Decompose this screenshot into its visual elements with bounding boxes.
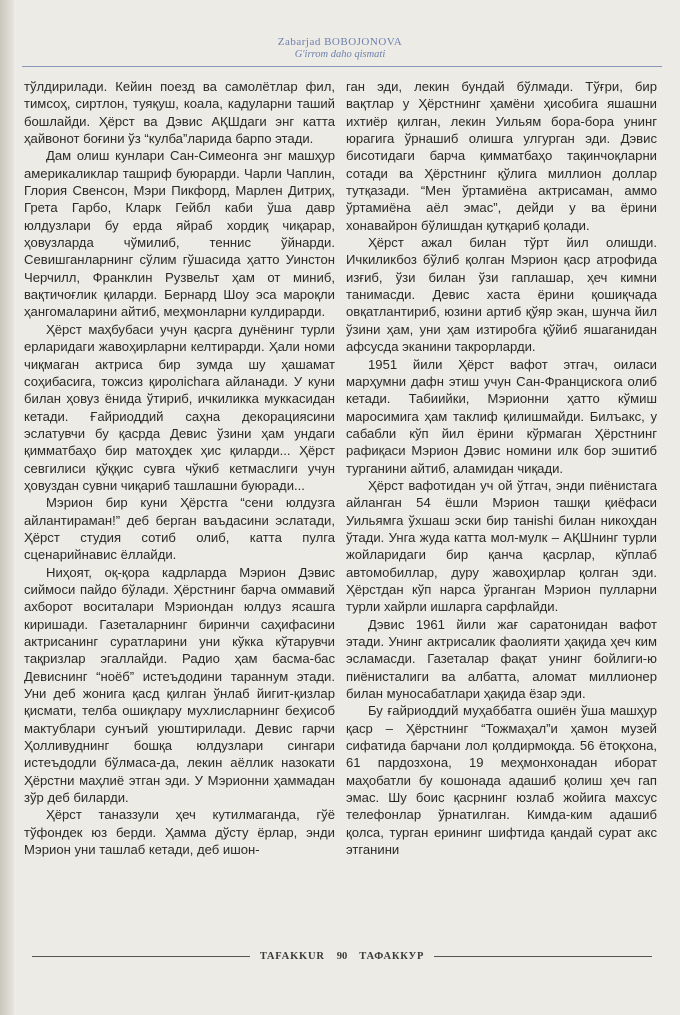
- page-number: 90: [336, 950, 348, 962]
- header-divider: [22, 66, 662, 67]
- page-footer: [22, 946, 662, 966]
- paragraph: тўлдирилади. Кейин поезд ва самолётлар фил, тимсоҳ, сиртлон, туяқуш, коала, кадуларни таший бошлайди. Ҳёрст ва Дэвис АҚШдаги энг катта ҳайвонот боғини ўз “кулба”ларида барпо этади.: [24, 79, 335, 147]
- left-text-column: [24, 78, 335, 858]
- paragraph: Ҳёрст маҳбубаси учун қасрга дунёнинг турли ерларидаги жавоҳирларни келтирарди. Ҳали номи чиқмаган актриса бир зумда шу ҳашамат соҳибасига, тожсиз қиролichaга айланади. У куни билан ҳовуз ёнида ўтириб, ичкиликка муккасидан кетади. Ғайриоддий саҳна декорациясини эслатувчи бу қасрда Девис ўзини ҳам ундаги қимматбаҳо бир матоҳдек ҳис қиларди... Ҳёрст севгилиси қўққис сувга чўкиб кетмаслиги учун ҳовуздан сувни чиқариб ташлашни буюради...: [24, 321, 335, 493]
- paragraph: Мэрион бир куни Ҳёрстга “сени юлдузга айлантираман!” деб берган ваъдасини эслатади, Ҳёрст студия сотиб олиб, катта пулга сценарийнавис ёллайди.: [24, 495, 335, 563]
- paragraph: Ҳёрст вафотидан уч ой ўтгач, энди пиёнистага айланган 54 ёшли Мэрион ташқи қиёфаси Уильямга ўхшаш эски бир танishi билан никоҳдан ўтади. Унга жуда катта мол-мулк – АҚШнинг турли жойларидаги бир қанча қасрлар, кўплаб автомобиллар, дуру жавоҳирлар қолган эди. Ҳёрстдан кўп нарса ўрганган Мэрион пулларни турли хайрли ишларга сарфлайди.: [346, 477, 657, 615]
- footer-label-latin: TAFAKKUR: [259, 950, 325, 962]
- paragraph: Дэвис 1961 йили жағ саратонидан вафот этади. Унинг актрисалик фаолияти ҳақида ҳеч ким эсламасди. Газеталар фақат унинг бойлиги-ю пиёнисталиги ва албатта, аломат миллионер билан муносабатлари ҳақида ёзар эди.: [346, 616, 657, 702]
- paragraph: 1951 йили Ҳёрст вафот этгач, оиласи марҳумни дафн этиш учун Сан-Францискога олиб кетади. Табиийки, Мэрионни ҳатто кўмиш маросимига ҳам таклиф қилишмайди. Билъакс, у сабабли кўп йил ёрини кўрмаган Ҳёрстнинг рафиқаси Мэрион Дэвис номини илк бор эшитиб турганини айтиб, аламидан чиқади.: [346, 356, 657, 476]
- footer-label-cyrillic: ТАФАККУР: [359, 950, 425, 962]
- right-text-column: [346, 78, 657, 858]
- header-author: Zabarjad BOBOJONOVA: [277, 36, 403, 48]
- paragraph: Ниҳоят, оқ-қора кадрларда Мэрион Дэвис сиймоси пайдо бўлади. Ҳёрстнинг барча оммавий ахборот воситалари Мэриондан юлдуз ясашга киришади. Газеталарнинг биринчи саҳифасини актрисанинг суратларини уни кўкка кўтарувчи тақризлар эгаллайди. Радио ҳам басма-бас Девиснинг “ноёб” истеъдодини тараннум этади. Уни деб жонига қасд қилган ўнлаб йигит-қизлар қисмати, телба ошиқлару мухлисларнинг беҳисоб мактублари сунъий уюштирилади. Девис гарчи Ҳолливуднинг бошқа юлдузлари сингари истеъдодли бўлмаса-да, лекин аёллик назокати Ҳёрстни маҳлиё этган эди. У Мэрионни ҳаммадан зўр деб биларди.: [24, 564, 335, 806]
- header-subtitle: G'irrom daho qismati: [294, 49, 386, 60]
- footer-rule-left: [32, 956, 250, 957]
- paragraph: ган эди, лекин бундай бўлмади. Тўғри, бир вақтлар у Ҳёрстнинг ҳамёни ҳисобига яшашни ихтиёр қилган, лекин Уильям бора-бора унинг юрагига ўрнашиб олишга улгурган эди. Дэвис бисотидаги барча қимматбаҳо тақинчоқларни сотади ва Ҳёрстнинг қўлига миллион доллар тутқазади. “Мен ўртамиёна актрисаман, аммо ўртамиёна аёл эмас”, дейди у ва ёрини хонавайрон бўлишдан қутқариб қолади.: [346, 79, 657, 233]
- paragraph: Ҳёрст ажал билан тўрт йил олишди. Ичкиликбоз бўлиб қолган Мэрион қаср атрофида изғиб, ўзи билан ўзи гаплашар, ҳеч кимни танимасди. Девис хаста ёрини қошиқчада овқатлантириб, юзини артиб қўяр экан, шунча йил ўзини ҳам, уни ҳам изтиробга қўйиб яшаганидан афсусда эканини такрорларди.: [346, 235, 657, 355]
- page-edge-shadow: [0, 0, 14, 1015]
- paragraph: Дам олиш кунлари Сан-Симеонга энг машҳур америкаликлар ташриф буюрарди. Чарли Чаплин, Глория Свенсон, Мэри Пикфорд, Марлен Дитриҳ, Грета Гарбо, Кларк Гейбл каби ўша давр юлдузлари бу ерда яйраб хордиқ чиқарар, ҳовузларда чўмилиб, теннис ўйнарди. Севишганларнинг сўлим гўшасида ҳатто Уинстон Черчилл, Франклин Рузвельт ҳам от миниб, вақтичоғлик қиларди. Бернард Шоу эса мароқли ҳангомаларини айтиб, меҳмонларни кулдирарди.: [24, 148, 335, 320]
- paragraph: Бу ғайриоддий муҳаббатга ошиён ўша машҳур қаср – Ҳёрстнинг “Тожмаҳал”и ҳамон музей сифатида барчани лол қолдирмоқда. 56 ётоқхона, 61 пардозхона, 19 меҳмонхонадан иборат маҳобатли бу кошонада адашиб қолиш ҳеч гап эмас. Шу боис қасрнинг юзлаб жойига махсус телефонлар ўрнатилган. Кимда-ким адашиб қолса, турган ерининг шифтида қандай сурат акс этганини: [346, 703, 657, 858]
- running-header: [0, 36, 680, 60]
- footer-rule-right: [434, 956, 652, 957]
- paragraph: Ҳёрст таназзули ҳеч кутилмаганда, гўё тўфондек юз берди. Ҳамма дўсту ёрлар, энди Мэрион уни ташлаб кетади, деб ишон-: [24, 807, 335, 858]
